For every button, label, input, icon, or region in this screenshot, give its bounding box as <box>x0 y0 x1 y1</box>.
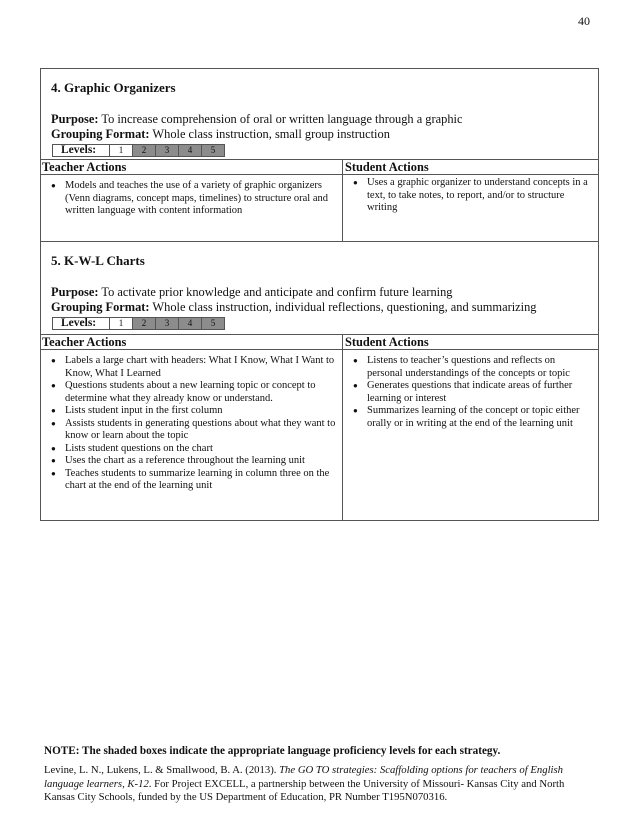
citation-title: The GO TO strategies: Scaffolding options for teachers of English language learners, K-12 <box>44 764 564 790</box>
level-cell: 4 <box>179 144 202 157</box>
action-item: ● Teaches students to summarize learning in column three on the chart at the end of the learning unit <box>51 468 336 493</box>
strategy-title: 4. Graphic Organizers <box>51 80 176 95</box>
student-actions-heading: Student Actions <box>343 160 598 175</box>
teacher-actions-heading: Teacher Actions <box>41 335 342 350</box>
student-actions-column <box>343 335 598 520</box>
shading-note: NOTE: The shaded boxes indicate the appropriate language proficiency levels for each strategy. <box>44 745 501 757</box>
teacher-actions-list <box>41 175 342 218</box>
student-actions-heading: Student Actions <box>343 335 598 350</box>
levels-row <box>52 317 588 330</box>
action-item: ● Lists student input in the first column <box>51 405 336 418</box>
actions-table <box>41 159 598 241</box>
level-cell: 4 <box>179 317 202 330</box>
teacher-actions-column <box>41 335 343 520</box>
purpose-text: To activate prior knowledge and anticipate and confirm future learning <box>98 285 453 299</box>
strategy-title: 5. K-W-L Charts <box>51 253 145 268</box>
student-actions-list <box>343 175 598 215</box>
level-cell: 1 <box>110 144 133 157</box>
strategy-kwl-charts <box>40 241 599 521</box>
purpose-line <box>51 112 588 127</box>
grouping-label: Grouping Format: <box>51 300 150 314</box>
purpose-label: Purpose: <box>51 112 99 126</box>
grouping-line <box>51 127 588 142</box>
action-item: ● Uses the chart as a reference throughout the learning unit <box>51 455 336 468</box>
level-cell: 5 <box>202 144 225 157</box>
citation-authors: Levine, L. N., Lukens, L. & Smallwood, B. A. (2013). <box>44 764 280 776</box>
strategy-header <box>41 69 598 157</box>
strategy-graphic-organizers <box>40 68 599 242</box>
citation-rest: . For Project EXCELL, a partnership between the University of Missouri- Kansas City and North Kansas City Schools, funded by the US Department of Education, PR Number T195N070316. <box>44 777 565 803</box>
grouping-text: Whole class instruction, small group instruction <box>149 127 390 141</box>
action-item: ● Questions students about a new learning topic or concept to determine what they already know or understand. <box>51 380 336 405</box>
grouping-text: Whole class instruction, individual reflections, questioning, and summarizing <box>149 300 537 314</box>
levels-row <box>52 144 588 157</box>
purpose-line <box>51 285 588 300</box>
action-item: ● Uses a graphic organizer to understand concepts in a text, to take notes, to report, and/or to structure writing <box>353 177 592 215</box>
level-cell: 5 <box>202 317 225 330</box>
strategy-header <box>41 242 598 330</box>
teacher-actions-column <box>41 160 343 241</box>
levels-label: Levels: <box>52 317 110 330</box>
action-item: ● Assists students in generating questions about what they want to know or learn about the topic <box>51 418 336 443</box>
action-item: ● Generates questions that indicate areas of further learning or interest <box>353 380 592 405</box>
level-cell: 2 <box>133 144 156 157</box>
actions-table <box>41 334 598 520</box>
page-number: 40 <box>578 14 590 28</box>
grouping-label: Grouping Format: <box>51 127 150 141</box>
citation <box>44 764 594 805</box>
action-item: ● Listens to teacher’s questions and reflects on personal understandings of the concepts or topic <box>353 355 592 380</box>
purpose-label: Purpose: <box>51 285 99 299</box>
level-cell: 1 <box>110 317 133 330</box>
action-item: ● Lists student questions on the chart <box>51 443 336 456</box>
level-cell: 3 <box>156 144 179 157</box>
student-actions-list <box>343 350 598 430</box>
grouping-line <box>51 300 588 315</box>
action-item: ● Labels a large chart with headers: What I Know, What I Want to Know, What I Learned <box>51 355 336 380</box>
action-item: ● Summarizes learning of the concept or topic either orally or in writing at the end of the learning unit <box>353 405 592 430</box>
purpose-text: To increase comprehension of oral or written language through a graphic <box>98 112 463 126</box>
action-item: ● Models and teaches the use of a variety of graphic organizers (Venn diagrams, concept maps, timelines) to structure oral and written language with content information <box>51 180 336 218</box>
level-cell: 3 <box>156 317 179 330</box>
teacher-actions-list <box>41 350 342 493</box>
student-actions-column <box>343 160 598 241</box>
levels-label: Levels: <box>52 144 110 157</box>
level-cell: 2 <box>133 317 156 330</box>
teacher-actions-heading: Teacher Actions <box>41 160 342 175</box>
